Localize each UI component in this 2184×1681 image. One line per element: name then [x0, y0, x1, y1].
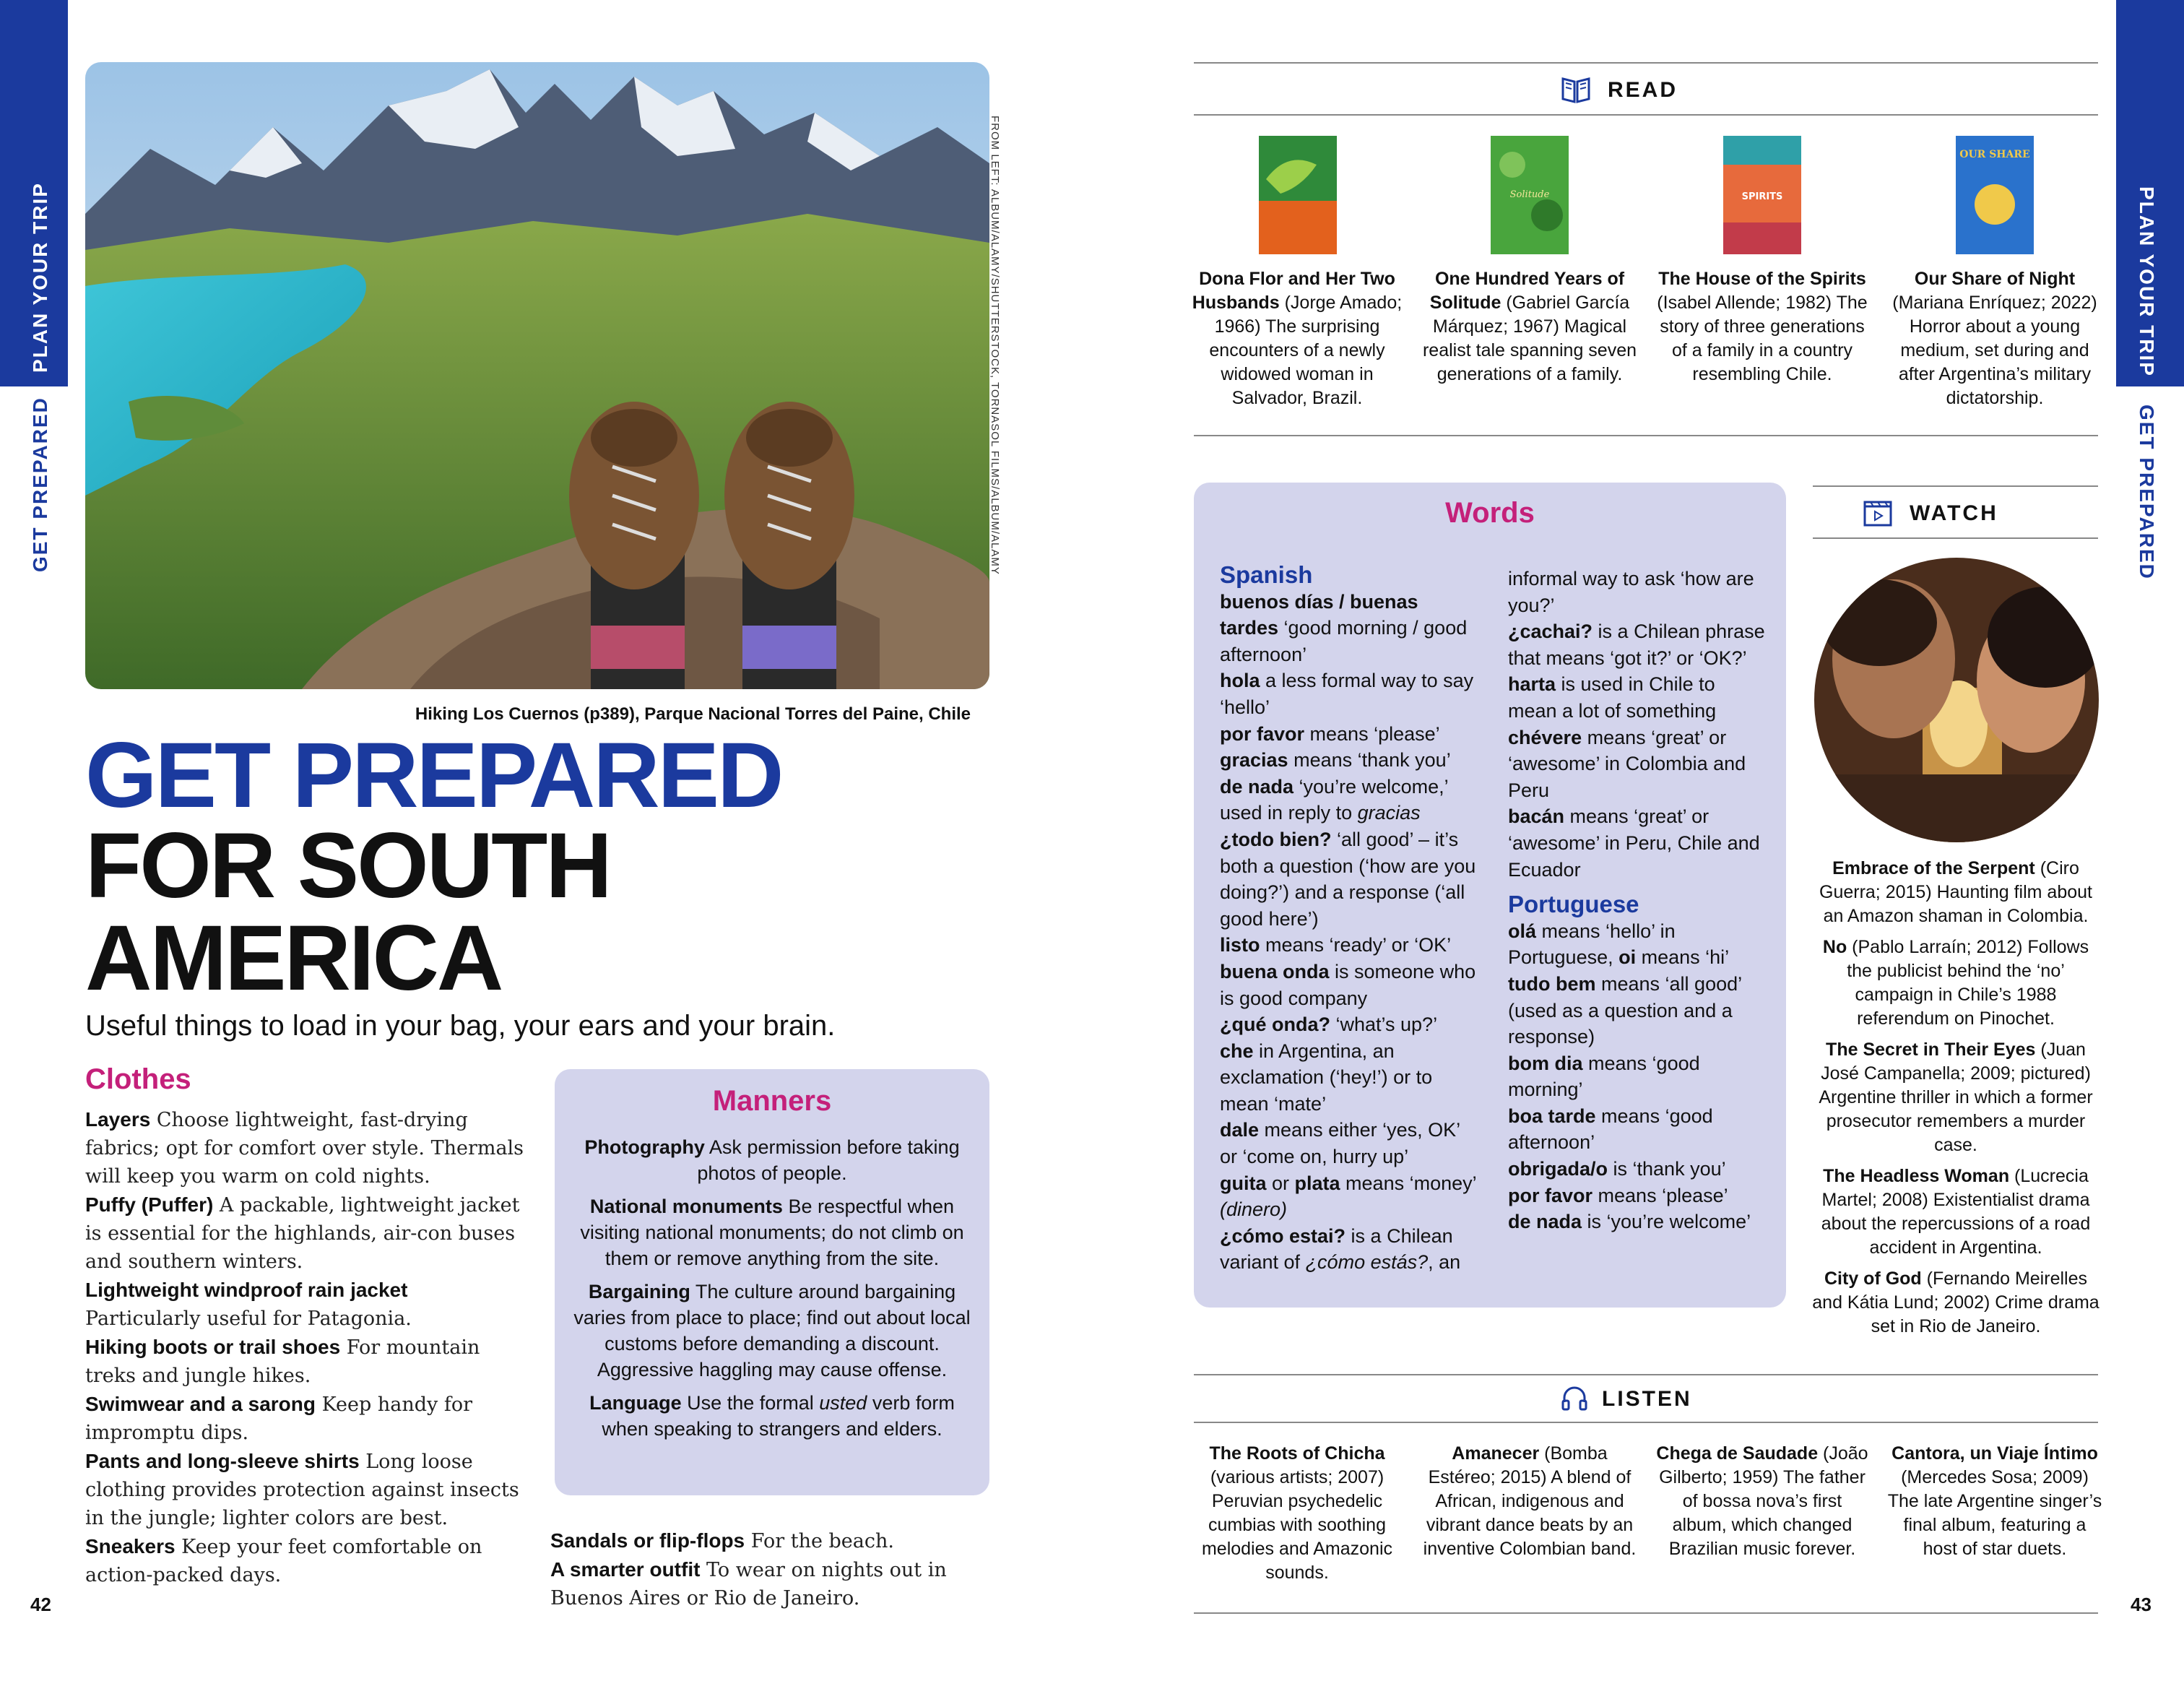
page-subtitle: Useful things to load in your bag, your ears and your brain.: [85, 1010, 836, 1042]
list-item: Sneakers Keep your feet comfortable on action-packed days.: [85, 1535, 482, 1586]
list-item: The Secret in Their Eyes (Juan José Campanella; 2009; pictured) Argentine thriller in which a former prosecutor remembers a murder case.: [1819, 1040, 2093, 1155]
album-description: The Roots of Chicha (various artists; 2007) Peruvian psychedelic cumbias with soothing melodies and Amazonic sounds.: [1201, 1443, 1393, 1583]
hero-photo: [85, 62, 989, 689]
manners-heading: Manners: [712, 1085, 832, 1117]
list-item: The Headless Woman (Lucrecia Martel; 2008) Existentialist drama about the repercussions of a road accident in Argentina.: [1821, 1166, 2091, 1258]
read-header: [1560, 72, 1678, 108]
words-box: [1194, 483, 1786, 1308]
film-list: [1811, 857, 2100, 1346]
svg-text:Solitude: Solitude: [1509, 189, 1550, 200]
photo-caption: Hiking Los Cuernos (p389), Parque Nacional Torres del Paine, Chile: [415, 704, 971, 724]
svg-text:OUR SHARE: OUR SHARE: [1959, 149, 2030, 160]
list-item: Layers Choose lightweight, fast-drying fabrics; opt for comfort over style. Thermals will keep you warm on cold nights.: [85, 1108, 524, 1188]
divider: [1194, 435, 2098, 436]
page-title-line3: AMERICA: [85, 907, 502, 1010]
list-item: Hiking boots or trail shoes For mountain treks and jungle hikes.: [85, 1336, 480, 1387]
divider: [1194, 1374, 2098, 1375]
divider: [1194, 1422, 2098, 1423]
left-section-tab-label: PLAN YOUR TRIP: [29, 182, 51, 373]
book-cover-one-hundred-years: [1491, 136, 1569, 254]
words-portuguese-column: informal way to ask ‘how are you?’ ¿cachai? is a Chilean phrase that means ‘got it?’ or ‘OK?’ harta is used in Chile to mean a lot of something chévere means ‘great’ or ‘awesome’ in Colombia and Peru bacán means ‘great’ or ‘awesome’ in Peru, Chile and Ecuador Portuguese olá means ‘hello’ in Portuguese, oi means ‘hi’ tudo bem means ‘all good’ (used as a question and a response) bom dia means ‘good morning’ boa tarde means ‘good afternoon’ obrigada/o is ‘thank you’ por favor means ‘please’ de nada is ‘you’re welcome’: [1508, 566, 1768, 1235]
divider: [1194, 62, 2098, 64]
book-icon: [1560, 73, 1592, 108]
right-section-tab-label: PLAN YOUR TRIP: [2136, 186, 2158, 377]
svg-text:SPIRITS: SPIRITS: [1741, 191, 1783, 202]
watch-header: [1862, 496, 1998, 532]
list-item: Language Use the formal usted verb form when speaking to strangers and elders.: [589, 1392, 955, 1440]
divider: [1813, 485, 2098, 487]
list-item: Embrace of the Serpent (Ciro Guerra; 2015) Haunting film about an Amazon shaman in Colombia.: [1819, 858, 2092, 926]
list-item: Sandals or flip-flops For the beach.: [550, 1529, 894, 1552]
book-cover-our-share-of-night: [1956, 136, 2034, 254]
spanish-heading: Spanish: [1220, 561, 1313, 588]
clothes-list: [85, 1105, 526, 1589]
clothes-heading: Clothes: [85, 1063, 191, 1095]
list-item: Photography Ask permission before taking photos of people.: [584, 1136, 960, 1184]
divider: [1194, 1612, 2098, 1614]
album-description: Cantora, un Viaje Íntimo (Mercedes Sosa; 2009) The late Argentine singer’s final album, featuring a host of star duets.: [1887, 1443, 2102, 1559]
list-item: Puffy (Puffer) A packable, lightweight jacket is essential for the highlands, air-con buses and southern winters.: [85, 1193, 520, 1273]
page-title-line1: GET PREPARED: [85, 724, 782, 827]
album-description: Chega de Saudade (João Gilberto; 1959) The father of bossa nova’s first album, which changed Brazilian music forever.: [1656, 1443, 1868, 1559]
photo-credit: FROM LEFT: ALBUM/ALAMY/SHUTTERSTOCK, TORNASOL FILMS/ALBUM/ALAMY: [989, 116, 1001, 575]
list-item: Pants and long-sleeve shirts Long loose clothing provides protection against insects in the jungle; lighter colors are best.: [85, 1450, 519, 1529]
portuguese-heading: Portuguese: [1508, 891, 1639, 918]
words-heading: Words: [1445, 497, 1535, 529]
headphones-icon: [1560, 1383, 1589, 1416]
words-spanish-column: Spanish buenos días / buenas tardes ‘good morning / good afternoon’ hola a less formal way to say ‘hello’ por favor means ‘please’ gracias means ‘thank you’ de nada ‘you’re welcome,’ used in reply to gracias ¿todo bien? ‘all good’ – it’s both a question (‘how are you doing?’) and a response (‘all good here’) listo means ‘ready’ or ‘OK’ buena onda is someone who is good company ¿qué onda? ‘what’s up?’ che in Argentina, an exclamation (‘hey!’) or to mean ‘mate’ dale means either ‘yes, OK’ or ‘come on, hurry up’ guita or plata means ‘money’ (dinero) ¿cómo estai? is a Chilean variant of ¿cómo estás?, an: [1220, 562, 1480, 1276]
listen-header: [1560, 1381, 1692, 1417]
list-item: Swimwear and a sarong Keep handy for impromptu dips.: [85, 1393, 473, 1444]
manners-list: [572, 1134, 972, 1449]
list-item: Bargaining The culture around bargaining varies from place to place; find out about local customs before demanding a discount. Aggressive haggling may cause offense.: [573, 1281, 971, 1380]
book-cover-house-of-spirits: [1723, 136, 1801, 254]
divider: [1194, 114, 2098, 116]
page-number-left: 42: [30, 1594, 51, 1615]
book-description: Our Share of Night (Mariana Enríquez; 2022) Horror about a young medium, set during and after Argentina’s military dictatorship.: [1892, 269, 2097, 408]
list-item: A smarter outfit To wear on nights out in Buenos Aires or Rio de Janeiro.: [550, 1558, 947, 1609]
list-item: Lightweight windproof rain jacket Particularly useful for Patagonia.: [85, 1279, 412, 1330]
page-title-line2: FOR SOUTH: [85, 814, 610, 917]
book-description: The House of the Spirits (Isabel Allende; 1982) The story of three generations of a family in a country resembling Chile.: [1657, 269, 1868, 384]
book-description: One Hundred Years of Solitude (Gabriel García Márquez; 1967) Magical realist tale spanning seven generations of a family.: [1422, 269, 1637, 384]
list-item: National monuments Be respectful when visiting national monuments; do not climb on them or remove anything from the site.: [580, 1196, 964, 1269]
book-description: Dona Flor and Her Two Husbands (Jorge Amado; 1966) The surprising encounters of a newly widowed woman in Salvador, Brazil.: [1192, 269, 1403, 408]
list-item: City of God (Fernando Meirelles and Kátia Lund; 2002) Crime drama set in Rio de Janeiro.: [1812, 1269, 2100, 1336]
watch-heading: WATCH: [1910, 501, 1998, 525]
book-cover-dona-flor: [1259, 136, 1337, 254]
film-still: [1814, 558, 2099, 842]
page-title-rest: [85, 814, 610, 1010]
list-item: No (Pablo Larraín; 2012) Follows the publicist behind the ‘no’ campaign in Chile’s 1988 referendum on Pinochet.: [1822, 937, 2089, 1029]
clapperboard-icon: [1862, 496, 1894, 532]
album-description: Amanecer (Bomba Estéreo; 2015) A blend of African, indigenous and vibrant dance beats by an inventive Colombian band.: [1423, 1443, 1637, 1559]
manners-box: [555, 1069, 989, 1495]
left-chapter-tab-label: GET PREPARED: [29, 397, 51, 572]
divider: [1813, 537, 2098, 539]
clothes-list-continued: [550, 1526, 998, 1612]
listen-heading: LISTEN: [1602, 1387, 1692, 1411]
right-chapter-tab-label: GET PREPARED: [2136, 405, 2158, 580]
page-number-right: 43: [2131, 1594, 2152, 1615]
read-heading: READ: [1608, 78, 1678, 102]
